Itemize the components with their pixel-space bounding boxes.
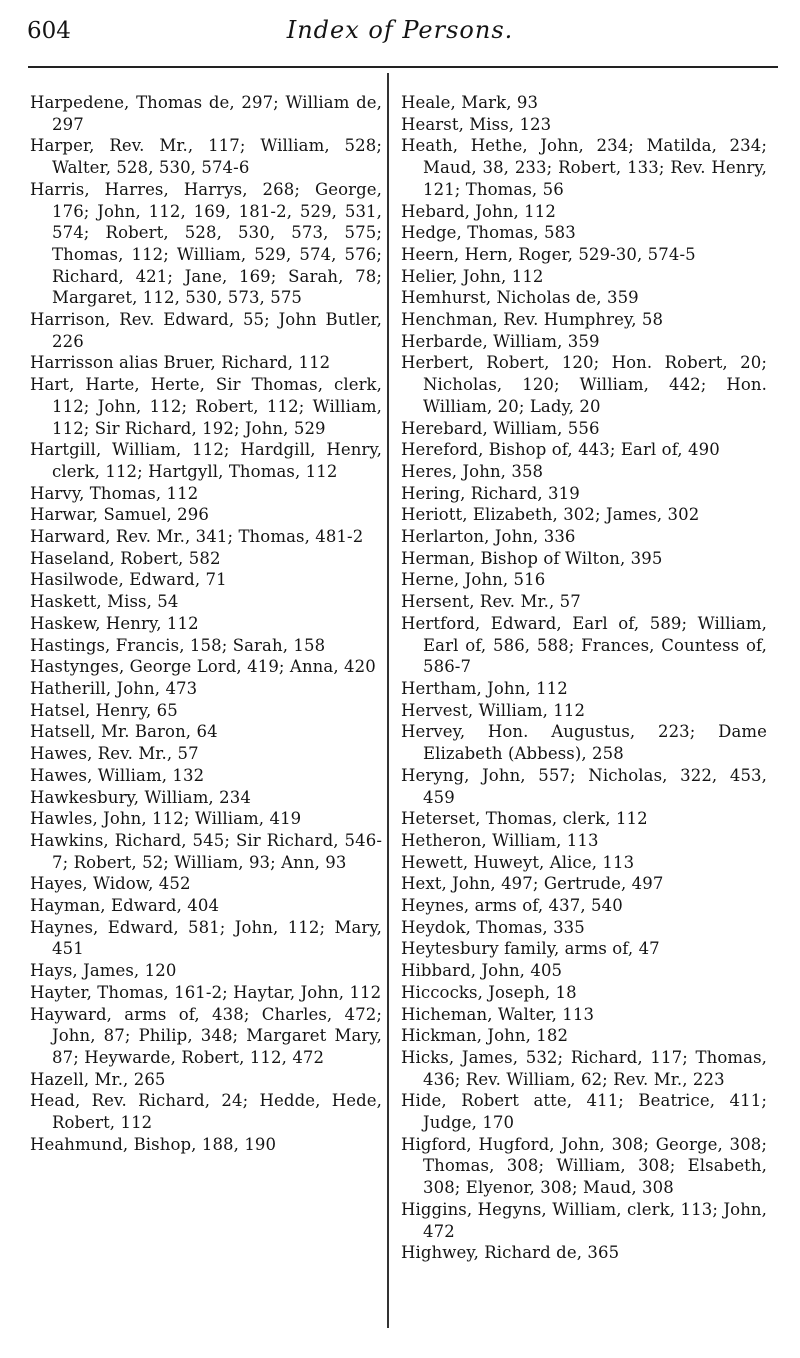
index-entry: Hazell, Mr., 265 [30,1069,166,1089]
index-entry: Harris, Harres, Harrys, 268; George, 176; John, 112, 169, 181-2, 529, 531, 574; Robert, 528, 530, 573, 575; Thomas, 112; William, 529, 574, 576; Richard, 421; Jane, 169; Sarah, 78; Margaret, 112, 530, 573, 575 [30,179,382,308]
index-entry: Harward, Rev. Mr., 341; Thomas, 481-2 [30,527,364,547]
index-entry: Hersent, Rev. Mr., 57 [401,592,581,612]
index-entry: Heynes, arms of, 437, 540 [401,896,623,916]
index-entry: Heytesbury family, arms of, 47 [401,939,660,959]
index-entry: Heriott, Elizabeth, 302; James, 302 [401,505,700,525]
index-entry: Herebard, William, 556 [401,418,600,438]
index-entry: Herlarton, John, 336 [401,527,576,547]
index-entry: Harrisson alias Bruer, Richard, 112 [30,353,331,373]
index-entry: Heydok, Thomas, 335 [401,917,585,937]
index-entry: Hext, John, 497; Gertrude, 497 [401,874,664,894]
index-entry: Hickman, John, 182 [401,1026,569,1046]
index-entry: Hibbard, John, 405 [401,961,563,981]
index-entry: Hawkesbury, William, 234 [30,787,251,807]
index-entry: Heterset, Thomas, clerk, 112 [401,809,648,829]
index-entry: Haseland, Robert, 582 [30,548,221,568]
index-entry: Hart, Harte, Herte, Sir Thomas, clerk, 112; John, 112; Robert, 112; William, 112; Sir Richard, 192; John, 529 [30,375,382,438]
index-entry: Hewett, Huweyt, Alice, 113 [401,852,635,872]
index-entry: Hearst, Miss, 123 [401,114,552,134]
index-entry: Heahmund, Bishop, 188, 190 [30,1134,277,1154]
index-entry: Herbarde, William, 359 [401,331,600,351]
index-entry: Harper, Rev. Mr., 117; William, 528; Walter, 528, 530, 574-6 [30,136,382,178]
index-entry: Hemhurst, Nicholas de, 359 [401,288,639,308]
index-entry: Hasilwode, Edward, 71 [30,570,227,590]
index-entry: Heale, Mark, 93 [401,93,539,112]
index-entry: Highwey, Richard de, 365 [401,1243,620,1263]
index-entry: Henchman, Rev. Humphrey, 58 [401,310,664,330]
index-entry: Hatsell, Mr. Baron, 64 [30,722,218,742]
page-number: 604 [27,18,71,44]
index-entry: Hawes, Rev. Mr., 57 [30,744,199,764]
index-entry: Hawles, John, 112; William, 419 [30,809,302,829]
index-entry: Hicheman, Walter, 113 [401,1004,595,1024]
index-entry: Harpedene, Thomas de, 297; William de, 297 [30,93,382,134]
index-entry: Higford, Hugford, John, 308; George, 308; Thomas, 308; William, 308; Elsabeth, 308; Elyenor, 308; Maud, 308 [401,1134,767,1198]
index-entry: Hervey, Hon. Augustus, 223; Dame Elizabeth (Abbess), 258 [401,722,767,764]
index-entry: Hedge, Thomas, 583 [401,223,576,243]
index-entry: Hayter, Thomas, 161-2; Haytar, John, 112 [30,982,382,1002]
index-entry: Herman, Bishop of Wilton, 395 [401,548,663,568]
index-entry: Hawes, William, 132 [30,765,205,785]
column-divider [387,73,389,1328]
index-entry: Heern, Hern, Roger, 529-30, 574-5 [401,244,696,264]
index-entry: Hawkins, Richard, 545; Sir Richard, 546-7; Robert, 52; William, 93; Ann, 93 [30,830,382,872]
index-entry: Hebard, John, 112 [401,201,556,221]
index-entry: Hering, Richard, 319 [401,483,580,503]
index-entry: Hayward, arms of, 438; Charles, 472; John, 87; Philip, 348; Margaret Mary, 87; Heywarde, Robert, 112, 472 [30,1004,382,1067]
index-entry: Harvy, Thomas, 112 [30,483,199,503]
index-entry: Hide, Robert atte, 411; Beatrice, 411; Judge, 170 [401,1091,767,1133]
index-entry: Hastings, Francis, 158; Sarah, 158 [30,635,326,655]
index-entry: Heryng, John, 557; Nicholas, 322, 453, 459 [401,765,767,807]
index-entry: Hayes, Widow, 452 [30,874,191,894]
index-entry: Hertham, John, 112 [401,678,568,698]
index-entry: Harwar, Samuel, 296 [30,505,209,525]
index-entry: Hastynges, George Lord, 419; Anna, 420 [30,657,376,677]
index-entry: Harrison, Rev. Edward, 55; John Butler, 226 [30,310,382,351]
index-column-right [401,92,767,1264]
index-entry: Haskew, Henry, 112 [30,613,199,633]
index-entry: Haskett, Miss, 54 [30,592,179,612]
page-header [0,0,800,60]
index-entry: Hiccocks, Joseph, 18 [401,982,577,1002]
index-entry: Hertford, Edward, Earl of, 589; William, Earl of, 586, 588; Frances, Countess of, 586-7 [401,613,767,677]
index-entry: Heath, Hethe, John, 234; Matilda, 234; Maud, 38, 233; Robert, 133; Rev. Henry, 121; Thomas, 56 [401,136,767,199]
running-title: Index of Persons. [286,16,514,44]
index-entry: Hicks, James, 532; Richard, 117; Thomas, 436; Rev. William, 62; Rev. Mr., 223 [401,1047,767,1089]
index-entry: Hayman, Edward, 404 [30,896,220,916]
index-entry: Heres, John, 358 [401,461,544,481]
index-entry: Hatsel, Henry, 65 [30,700,178,720]
index-entry: Head, Rev. Richard, 24; Hedde, Hede, Robert, 112 [30,1091,382,1133]
index-entry: Hereford, Bishop of, 443; Earl of, 490 [401,440,720,460]
index-entry: Hatherill, John, 473 [30,678,198,698]
index-entry: Hartgill, William, 112; Hardgill, Henry, clerk, 112; Hartgyll, Thomas, 112 [30,440,382,481]
index-entry: Herne, John, 516 [401,570,546,590]
index-column-left [30,92,382,1155]
index-entry: Hervest, William, 112 [401,700,586,720]
index-entry: Higgins, Hegyns, William, clerk, 113; John, 472 [401,1199,767,1241]
index-entry: Herbert, Robert, 120; Hon. Robert, 20; Nicholas, 120; William, 442; Hon. William, 20; Lady, 20 [401,353,767,416]
index-entry: Hetheron, William, 113 [401,830,599,850]
index-entry: Helier, John, 112 [401,266,544,286]
index-entry: Haynes, Edward, 581; John, 112; Mary, 451 [30,917,382,959]
header-rule [28,66,778,68]
index-entry: Hays, James, 120 [30,961,177,981]
